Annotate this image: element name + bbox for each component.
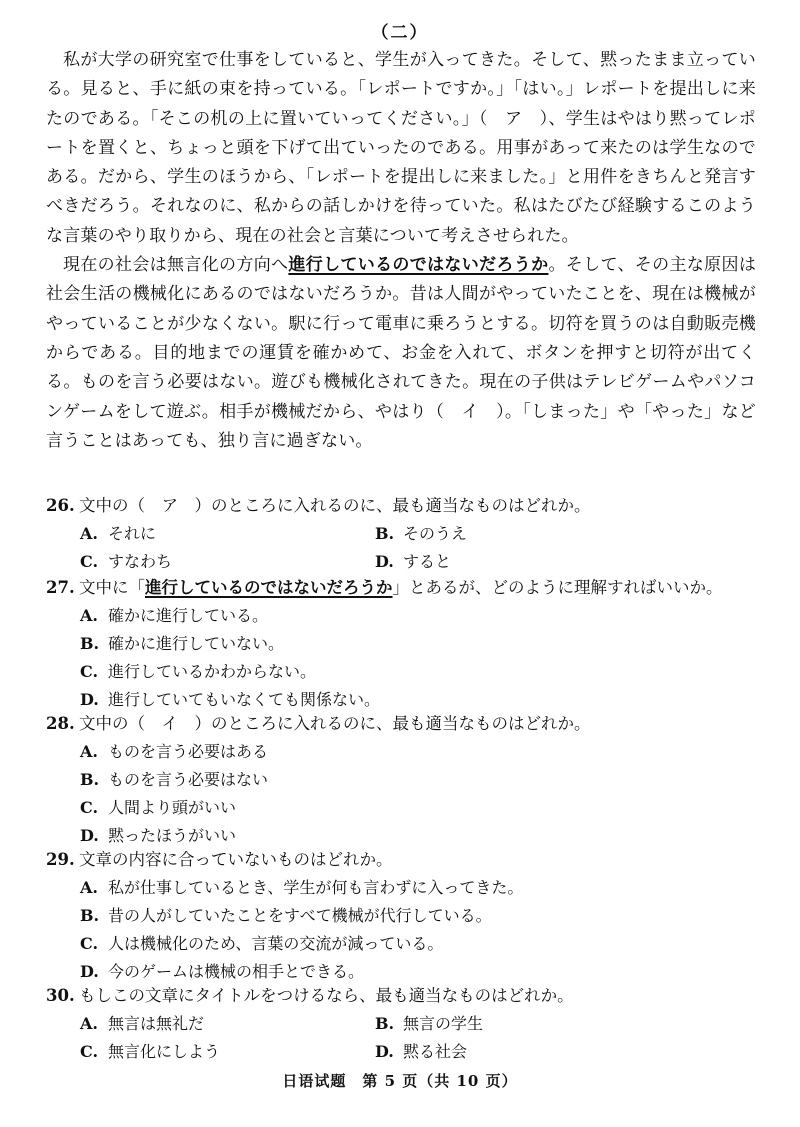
- option-c[interactable]: [80, 930, 766, 958]
- option-text: 無言の学生: [403, 1014, 484, 1033]
- question-stem: [46, 982, 766, 1010]
- options-list: [80, 874, 766, 986]
- option-b[interactable]: [80, 902, 766, 930]
- question-text: 文中の（ イ ）のところに入れるのに、最も適当なものはどれか。: [79, 714, 591, 733]
- option-b[interactable]: [375, 520, 675, 548]
- option-label: B.: [80, 634, 100, 653]
- section-title: （二）: [371, 23, 429, 43]
- option-c[interactable]: [80, 1038, 375, 1066]
- options-list: [80, 738, 766, 850]
- option-label: B.: [80, 770, 100, 789]
- question-number: 29.: [46, 850, 75, 869]
- option-label: D.: [375, 552, 394, 571]
- option-c[interactable]: [80, 548, 375, 576]
- question-text-before: 文中に「: [79, 578, 145, 597]
- option-text: 黙ったほうがいい: [108, 826, 237, 845]
- question-underlined-phrase: 進行しているのではないだろうか: [145, 578, 393, 597]
- option-label: A.: [80, 742, 98, 761]
- passage-paragraph-1: 私が大学の研究室で仕事をしていると、学生が入ってきた。そして、黙ったまま立っている。見ると、手に紙の束を持っている。「レポートですか。」「はい。」レポートを提出しに来たのである。「そこの机の上に置いていってください。」（ ア ）、学生はやはり黙ってレポートを置くと、ちょっと頭を下げて出ていったのである。用事があって来たのは学生なのである。だから、学生のほうから、「レポートを提出しに来ました。」と用件をきちんと発言すべきだろう。それなのに、私からの話しかけを待っていた。私はたびたび経験するこのような言葉のやり取りから、現在の社会と言葉について考えさせられた。: [46, 50, 756, 246]
- passage-p2-text-before: 現在の社会は無言化の方向へ: [63, 255, 289, 276]
- option-label: C.: [80, 662, 99, 681]
- option-label: A.: [80, 524, 98, 543]
- question-number: 26.: [46, 496, 75, 515]
- option-b[interactable]: [80, 766, 766, 794]
- option-text: 進行していてもいなくても関係ない。: [108, 690, 381, 709]
- option-label: C.: [80, 1042, 99, 1061]
- question-stem: [46, 710, 766, 738]
- option-b[interactable]: [80, 630, 766, 658]
- option-a[interactable]: [80, 602, 766, 630]
- option-text: それに: [108, 524, 157, 543]
- question-stem: [46, 492, 766, 520]
- option-a[interactable]: [80, 874, 766, 902]
- question-number: 30.: [46, 986, 75, 1005]
- option-text: 無言は無礼だ: [108, 1014, 205, 1033]
- question-30: [46, 982, 766, 1066]
- options-grid: [80, 520, 766, 576]
- question-text: 文中の（ ア ）のところに入れるのに、最も適当なものはどれか。: [79, 496, 591, 515]
- option-text: すると: [403, 552, 452, 571]
- question-28: [46, 710, 766, 850]
- option-label: D.: [80, 690, 99, 709]
- option-text: ものを言う必要はない: [108, 770, 269, 789]
- passage-underlined-phrase: 進行しているのではないだろうか: [288, 255, 549, 276]
- option-c[interactable]: [80, 658, 766, 686]
- option-a[interactable]: [80, 738, 766, 766]
- option-label: D.: [375, 1042, 394, 1061]
- question-29: [46, 846, 766, 986]
- reading-passage: [46, 46, 756, 456]
- option-text: ものを言う必要はある: [108, 742, 269, 761]
- passage-paragraph-2: [46, 251, 756, 456]
- option-label: D.: [80, 826, 99, 845]
- option-label: A.: [80, 878, 98, 897]
- option-d[interactable]: [375, 1038, 675, 1066]
- option-label: B.: [375, 1014, 395, 1033]
- options-grid: [80, 1010, 766, 1066]
- option-label: C.: [80, 552, 99, 571]
- option-text: 確かに進行している。: [108, 606, 269, 625]
- question-26: [46, 492, 766, 576]
- option-b[interactable]: [375, 1010, 675, 1038]
- option-a[interactable]: [80, 520, 375, 548]
- option-text: 人は機械化のため、言葉の交流が減っている。: [108, 934, 444, 953]
- option-c[interactable]: [80, 794, 766, 822]
- question-stem: [46, 846, 766, 874]
- option-text: 人間より頭がいい: [108, 798, 237, 817]
- option-text: 無言化にしよう: [108, 1042, 221, 1061]
- option-text: すなわち: [108, 552, 173, 571]
- option-text: そのうえ: [403, 524, 468, 543]
- option-label: C.: [80, 798, 99, 817]
- options-list: [80, 602, 766, 714]
- option-label: D.: [80, 962, 99, 981]
- option-label: C.: [80, 934, 99, 953]
- question-text: 文章の内容に合っていないものはどれか。: [79, 850, 393, 869]
- option-text: 黙る社会: [403, 1042, 468, 1061]
- option-text: 私が仕事しているとき、学生が何も言わずに入ってきた。: [108, 878, 524, 897]
- option-text: 確かに進行していない。: [108, 634, 285, 653]
- option-text: 昔の人がしていたことをすべて機械が代行している。: [108, 906, 492, 925]
- passage-p2-text-after: 。そして、その主な原因は社会生活の機械化にあるのではないだろうか。昔は人間がやっていたことを、現在は機械がやっていることが少なくない。駅に行って電車に乗ろうとする。切符を買うのは自動販売機からである。目的地までの運賃を確かめて、お金を入れて、ボタンを押すと切符が出てくる。ものを言う必要はない。遊びも機械化されてきた。現在の子供はテレビゲームやパソコンゲームをして遊ぶ。相手が機械だから、やはり（ イ ）。「しまった」や「やった」など言うことはあっても、独り言に過ぎない。: [46, 255, 757, 451]
- option-label: A.: [80, 1014, 98, 1033]
- question-number: 28.: [46, 714, 75, 733]
- option-d[interactable]: [375, 548, 675, 576]
- question-27: [46, 574, 766, 714]
- question-number: 27.: [46, 578, 75, 597]
- question-stem: [46, 574, 766, 602]
- option-text: 今のゲームは機械の相手とできる。: [108, 962, 365, 981]
- option-label: B.: [375, 524, 395, 543]
- option-a[interactable]: [80, 1010, 375, 1038]
- question-text: もしこの文章にタイトルをつけるなら、最も適当なものはどれか。: [79, 986, 574, 1005]
- option-text: 進行しているかわからない。: [108, 662, 317, 681]
- question-text-after: 」とあるが、どのように理解すればいいか。: [392, 578, 723, 597]
- option-label: A.: [80, 606, 98, 625]
- option-label: B.: [80, 906, 100, 925]
- page-footer: 日语试题 第 5 页（共 10 页）: [282, 1072, 518, 1090]
